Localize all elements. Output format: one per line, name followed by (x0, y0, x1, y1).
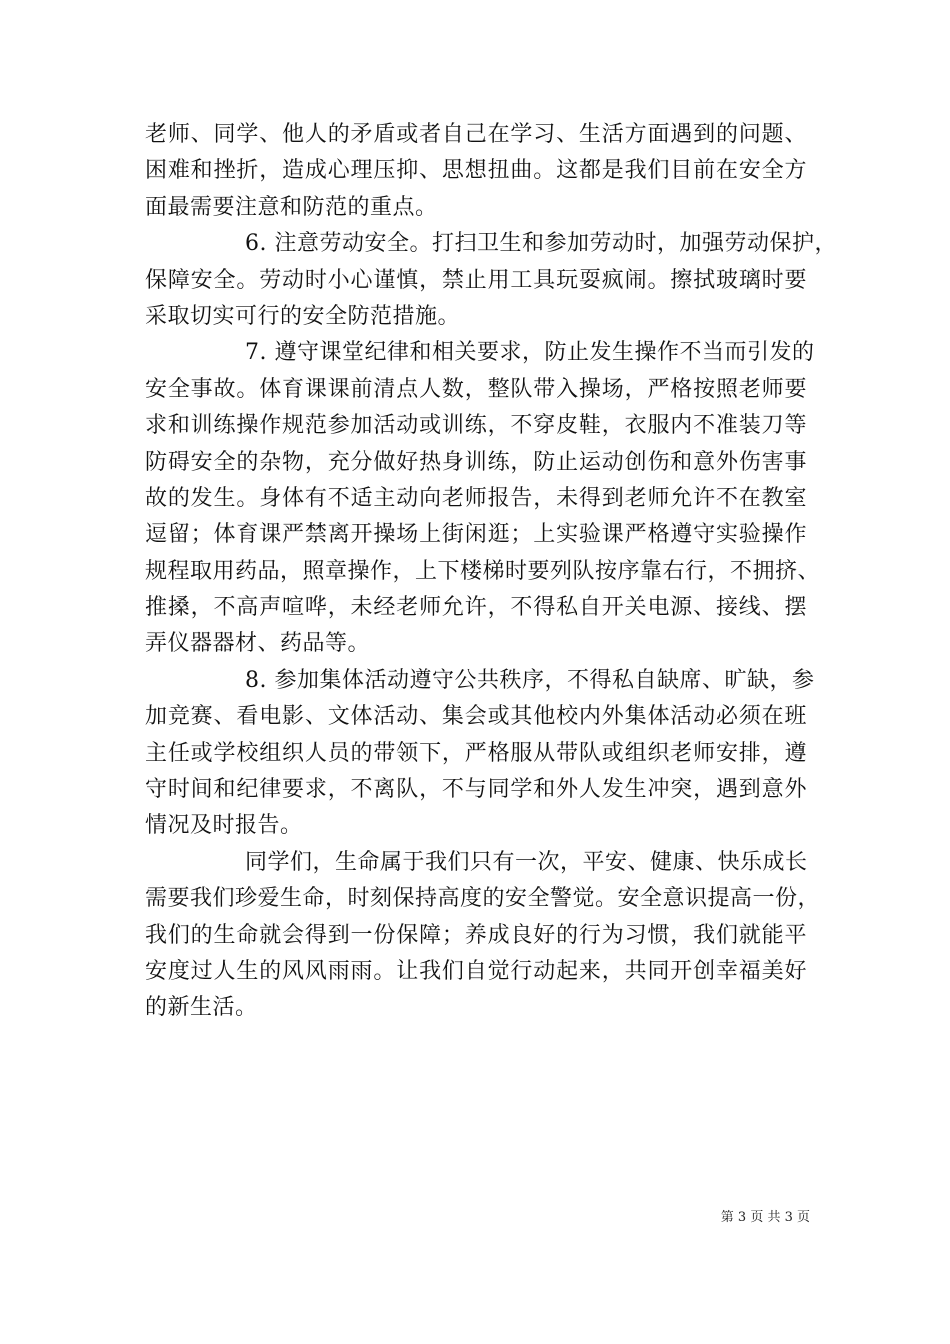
text-line: 推搡，不高声喧哗，未经老师允许，不得私自开关电源、接线、摆 (145, 595, 807, 621)
paragraph-item-6 (145, 226, 837, 335)
text-line: 困难和挫折，造成心理压抑、思想扭曲。这都是我们目前在安全方 (145, 158, 807, 184)
text-line: 我们的生命就会得到一份保障；养成良好的行为习惯，我们就能平 (145, 922, 807, 948)
text-line: 故的发生。身体有不适主动向老师报告，未得到老师允许不在教室 (145, 485, 807, 511)
text-line: 守时间和纪律要求，不离队，不与同学和外人发生冲突，遇到意外 (145, 777, 807, 803)
text-line: 6. 注意劳动安全。打扫卫生和参加劳动时，加强劳动保护， (245, 231, 837, 257)
text-line: 逗留；体育课严禁离开操场上街闲逛；上实验课严格遵守实验操作 (145, 522, 807, 548)
text-line: 8. 参加集体活动遵守公共秩序，不得私自缺席、旷缺，参 (245, 667, 815, 693)
paragraph-item-8 (145, 663, 815, 845)
paragraph-item-7 (145, 335, 821, 663)
text-line: 求和训练操作规范参加活动或训练，不穿皮鞋，衣服内不准装刀等 (145, 413, 807, 439)
paragraph-closing (145, 845, 821, 1027)
text-line: 同学们，生命属于我们只有一次，平安、健康、快乐成长 (245, 849, 808, 875)
text-line: 防碍安全的杂物，充分做好热身训练，防止运动创伤和意外伤害事 (145, 449, 807, 475)
text-line: 主任或学校组织人员的带领下，严格服从带队或组织老师安排，遵 (145, 740, 807, 766)
text-line: 采取切实可行的安全防范措施。 (145, 303, 461, 329)
document-body (145, 117, 837, 1027)
text-line: 保障安全。劳动时小心谨慎，禁止用工具玩耍疯闹。擦拭玻璃时要 (145, 267, 807, 293)
text-line: 需要我们珍爱生命，时刻保持高度的安全警觉。安全意识提高一份， (145, 886, 821, 912)
text-line: 的新生活。 (145, 995, 258, 1021)
text-line: 老师、同学、他人的矛盾或者自己在学习、生活方面遇到的问题、 (145, 122, 807, 147)
text-line: 安度过人生的风风雨雨。让我们自觉行动起来，共同开创幸福美好 (145, 958, 807, 984)
text-line: 安全事故。体育课课前清点人数，整队带入操场，严格按照老师要 (145, 376, 807, 402)
page-number: 第 3 页 共 3 页 (720, 1210, 810, 1225)
text-line: 规程取用药品，照章操作，上下楼梯时要列队按序靠右行，不拥挤、 (145, 558, 821, 584)
text-line: 加竞赛、看电影、文体活动、集会或其他校内外集体活动必须在班 (145, 704, 807, 730)
text-line: 7. 遵守课堂纪律和相关要求，防止发生操作不当而引发的 (245, 340, 815, 366)
paragraph (145, 117, 807, 226)
text-line: 弄仪器器材、药品等。 (145, 631, 371, 657)
text-line: 面最需要注意和防范的重点。 (145, 194, 438, 220)
text-line: 情况及时报告。 (145, 813, 303, 839)
